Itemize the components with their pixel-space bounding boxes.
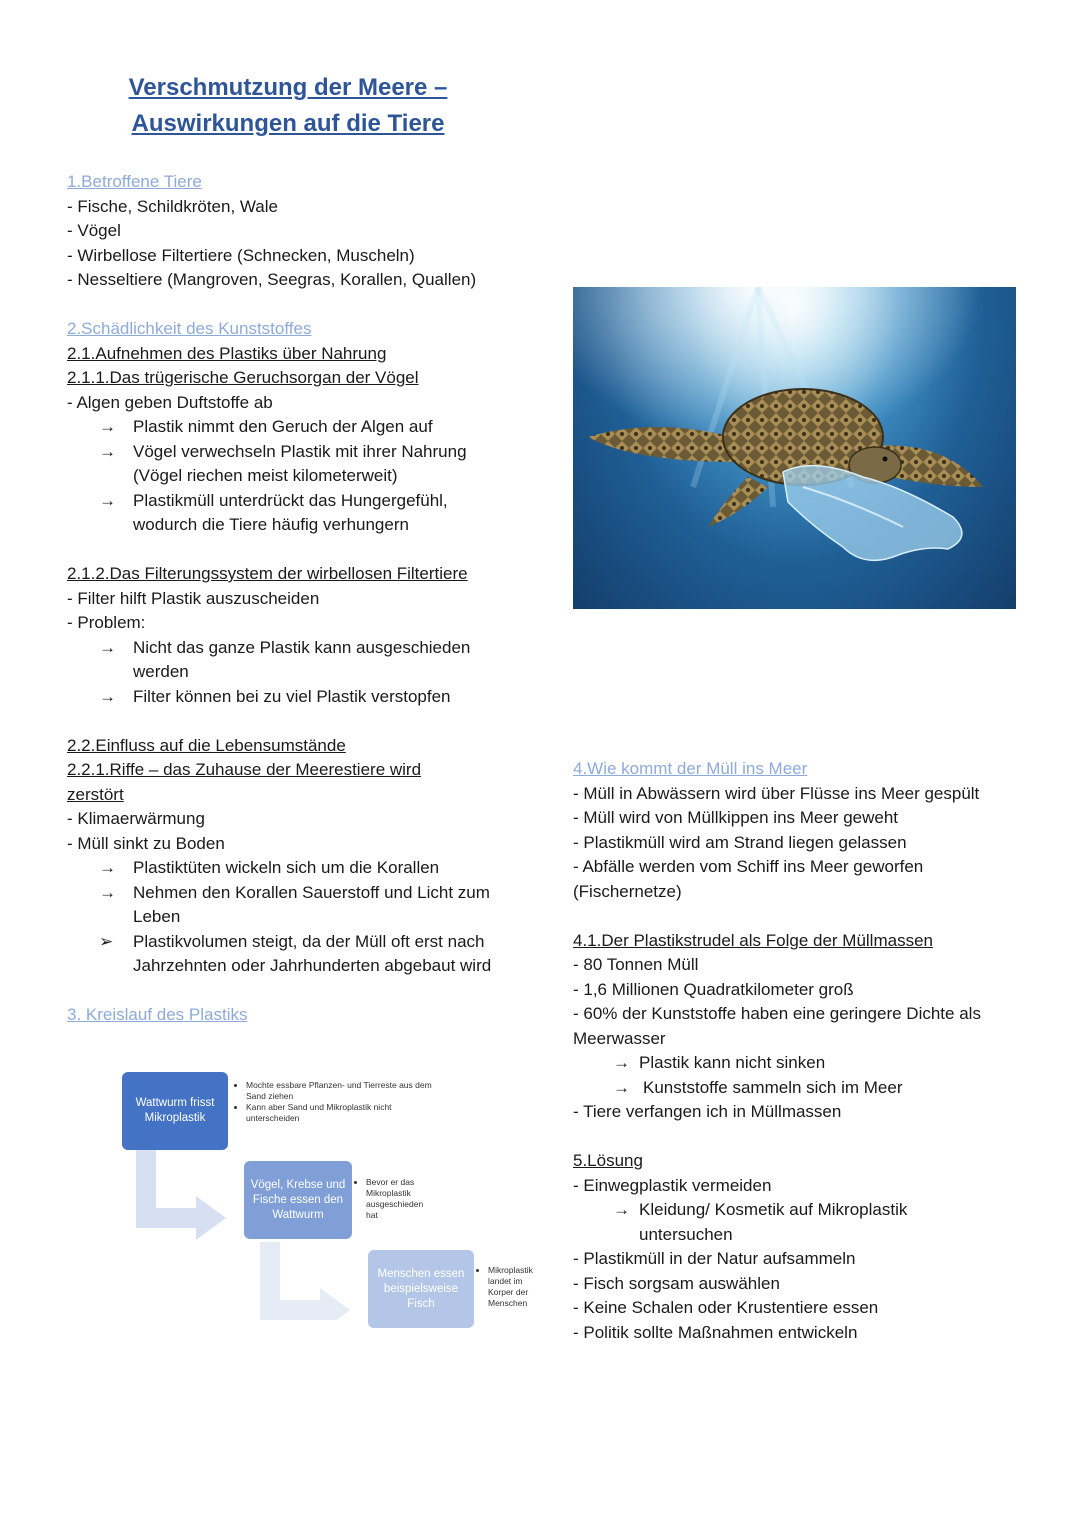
right-column <box>573 757 1033 1345</box>
list-item: - Müll sinkt zu Boden <box>67 833 225 853</box>
diagram-box-wattwurm: Wattwurm frisst Mikroplastik <box>122 1072 228 1150</box>
list-item: - Problem: <box>67 613 146 632</box>
arrow-icon: → <box>99 417 116 436</box>
arrow-icon: → <box>99 490 116 510</box>
section-heading-1: 1.Betroffene Tiere <box>67 172 202 191</box>
list-item: - Keine Schalen oder Krustentiere essen <box>573 1298 879 1317</box>
list-item: - 80 Tonnen Müll <box>573 955 699 974</box>
arrow-item: → Vögel verwechseln Plastik mit ihrer Nahrung (Vögel riechen meist kilometerweit) <box>99 441 467 485</box>
arrow-item: → Plastik nimmt den Geruch der Algen auf <box>67 415 507 440</box>
arrow-item: → Nehmen den Korallen Sauerstoff und Licht zum Leben <box>99 882 490 926</box>
list-item: - Plastikmüll wird am Strand liegen gelassen <box>573 832 907 852</box>
list-item: - Müll in Abwässern wird über Flüsse ins Meer gespült <box>573 783 980 803</box>
arrow-icon: → <box>99 441 116 461</box>
arrow-icon: → <box>99 882 116 902</box>
title-line-2: Auswirkungen auf die Tiere <box>131 110 445 137</box>
list-item: - Klimaerwärmung <box>67 809 205 828</box>
list-item: - Filter hilft Plastik auszuscheiden <box>67 588 320 608</box>
left-column <box>67 170 507 1028</box>
arrow-icon: → <box>613 1053 630 1072</box>
list-item: - Einwegplastik vermeiden <box>573 1175 772 1195</box>
diagram-box-menschen: Menschen essen beispielsweise Fisch <box>368 1250 474 1328</box>
list-item: - Vögel <box>67 221 121 240</box>
arrow-item: → Plastiktüten wickeln sich um die Korallen <box>67 856 507 881</box>
arrow-item: → Plastikmüll unterdrückt das Hungergefühl, wodurch die Tiere häufig verhungern <box>99 490 448 534</box>
title-line-1: Verschmutzung der Meere – <box>128 74 448 101</box>
list-item: - Abfälle werden vom Schiff ins Meer geworfen <box>573 857 924 876</box>
subheading-2-2: 2.2.Einfluss auf die Lebensumstände <box>67 735 346 755</box>
section-heading-5: 5.Lösung <box>573 1151 643 1170</box>
arrow-icon: → <box>99 858 116 877</box>
section-heading-4: 4.Wie kommt der Müll ins Meer <box>573 759 808 778</box>
diagram-box-voegel: Vögel, Krebse und Fische essen den Wattwurm <box>244 1161 352 1239</box>
list-item: - Politik sollte Maßnahmen entwickeln <box>573 1322 858 1342</box>
list-item: - Fische, Schildkröten, Wale <box>67 196 278 216</box>
turtle-illustration <box>573 287 1016 609</box>
subheading-4-1: 4.1.Der Plastikstrudel als Folge der Müllmassen <box>573 930 933 950</box>
chevron-bullet-icon: ➢ <box>99 931 114 951</box>
subheading-2-1-1: 2.1.1.Das trügerische Geruchsorgan der Vögel <box>67 368 419 387</box>
arrow-item: → Nicht das ganze Plastik kann ausgeschieden werden <box>99 637 471 681</box>
section-heading-2: 2.Schädlichkeit des Kunststoffes <box>67 319 312 338</box>
arrow-icon: → <box>99 637 116 657</box>
arrow-icon: → <box>99 686 116 706</box>
diagram-notes-3: • Mikroplastik landet im Korper der Menschen <box>478 1265 546 1309</box>
page-title <box>68 70 508 142</box>
list-item: - 1,6 Millionen Quadratkilometer groß <box>573 979 854 999</box>
subheading-2-1: 2.1.Aufnehmen des Plastiks über Nahrung <box>67 343 387 363</box>
arrow-icon: → <box>613 1077 630 1097</box>
arrow-item: → Filter können bei zu viel Plastik verstopfen <box>67 685 507 710</box>
bullet-item: ➢ Plastikvolumen steigt, da der Müll oft erst nach Jahrzehnten oder Jahrhunderten abgebaut wird <box>99 931 492 975</box>
sea-turtle-photo <box>573 287 1016 609</box>
diagram-notes-2: • Bevor er das Mikroplastik ausgeschieden hat <box>356 1177 436 1221</box>
section-heading-3: 3. Kreislauf des Plastiks <box>67 1005 248 1024</box>
arrow-icon: → <box>613 1200 630 1219</box>
diagram-notes-1: • Mochte essbare Pflanzen- und Tierreste aus dem Sand ziehen • Kann aber Sand und Mikroplastik nicht unterscheiden <box>236 1080 436 1124</box>
list-item: Meerwasser <box>573 1028 666 1048</box>
subheading-2-2-1: 2.2.1.Riffe – das Zuhause der Meerestiere wird zerstört <box>67 760 422 804</box>
arrow-item: → Kunststoffe sammeln sich im Meer <box>573 1076 1033 1101</box>
list-item: - Algen geben Duftstoffe ab <box>67 392 273 412</box>
list-item: - Plastikmüll in der Natur aufsammeln <box>573 1249 856 1268</box>
list-item: - Nesseltiere (Mangroven, Seegras, Korallen, Quallen) <box>67 270 477 289</box>
list-item: (Fischernetze) <box>573 881 682 901</box>
list-item: - Müll wird von Müllkippen ins Meer geweht <box>573 808 899 827</box>
list-item: - Fisch sorgsam auswählen <box>573 1273 780 1293</box>
list-item: - Wirbellose Filtertiere (Schnecken, Muscheln) <box>67 245 415 265</box>
list-item: - Tiere verfangen ich in Müllmassen <box>573 1102 842 1121</box>
list-item: - 60% der Kunststoffe haben eine geringere Dichte als <box>573 1004 981 1023</box>
arrow-item: → Kleidung/ Kosmetik auf Mikroplastik untersuchen <box>613 1200 908 1244</box>
arrow-item: → Plastik kann nicht sinken <box>573 1051 1033 1076</box>
subheading-2-1-2: 2.1.2.Das Filterungssystem der wirbellosen Filtertiere <box>67 564 468 583</box>
